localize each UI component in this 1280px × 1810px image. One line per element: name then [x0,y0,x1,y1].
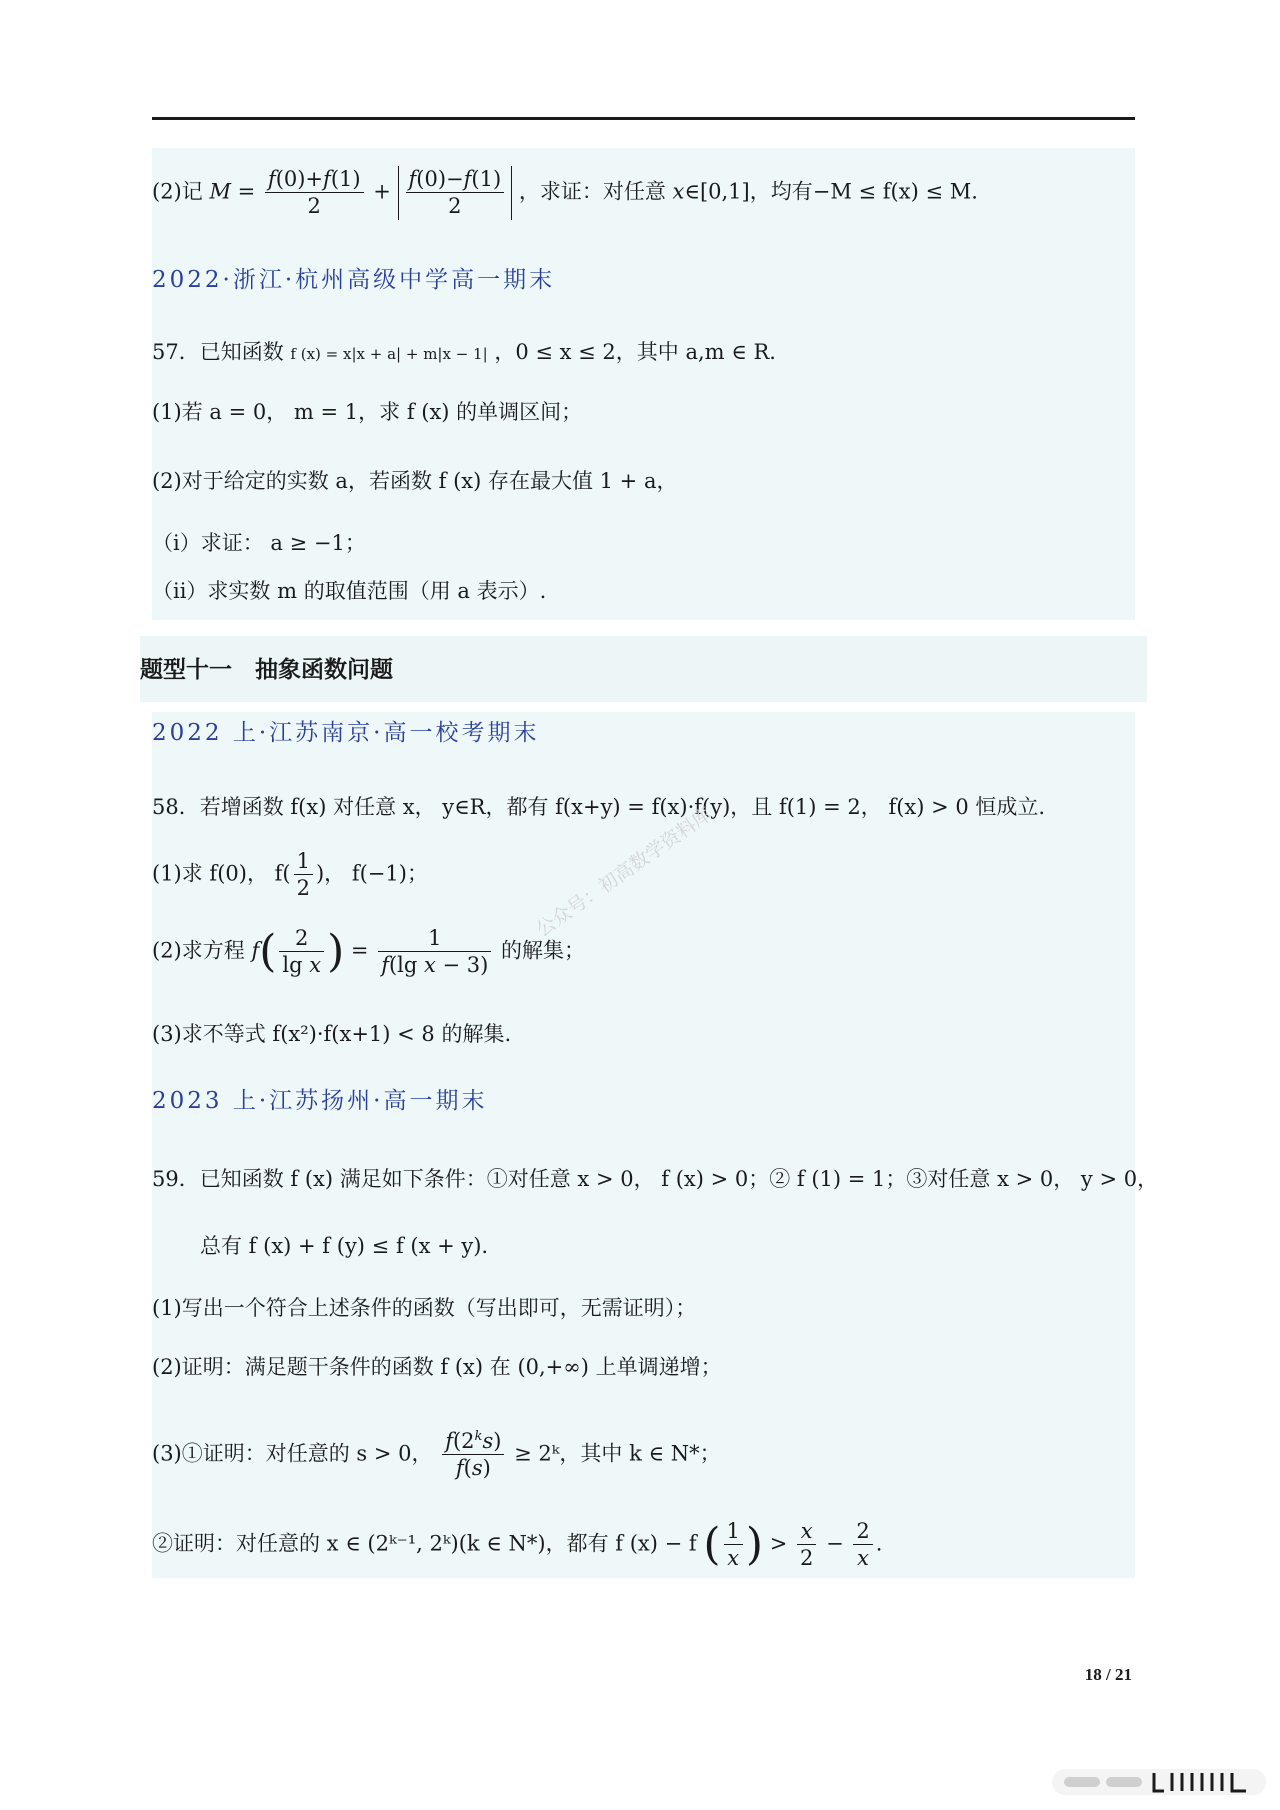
source-heading-1: 2022·浙江·杭州高级中学高一期末 [152,267,556,293]
q59-part3-a: (3)①证明：对任意的 s > 0， [152,1441,433,1466]
fraction-sum: $\frac{f(0)+f(1)}{2}$ [265,166,364,220]
q58-part2: (2)求方程 f( $\frac{2}{\text{lg x}}$ ) = $\frac{1}{\text{f(lg x − 3)}}$ 的解集； [152,925,586,978]
q59-intro: 59．已知函数 f (x) 满足如下条件：①对任意 x > 0， f (x) > 0；② f (1) = 1；③对任意 x > 0， y > 0， [152,1167,1159,1191]
q59-part3-b: ≥ 2ᵏ，其中 k ∈ N*； [514,1441,721,1466]
abs-fraction: $\frac{f(0)-f(1)}{2}$ [398,166,513,220]
q56-part2-suffix: ，求证：对任意 [518,179,666,204]
q56-part2: (2)记 M = $\frac{f(0)+f(1)}{2}$ + $\frac{f(0)-f(1)}{2}$ ，求证：对任意 x∈[0,1]，均有−M ≤ f(x) ≤ M. [152,167,978,219]
q57-part-i: （i）求证： a ≥ −1； [152,531,366,555]
source-heading-3: 2023 上·江苏扬州·高一期末 [152,1088,488,1114]
q58-intro: 58．若增函数 f(x) 对任意 x， y∈R，都有 f(x+y) = f(x)·f(y)，且 f(1) = 2， f(x) > 0 恒成立. [152,795,1046,819]
q57-part2: (2)对于给定的实数 a，若函数 f (x) 存在最大值 1 + a， [152,469,678,493]
q57-function: f (x) = x|x + a| + m|x − 1| [290,345,488,363]
platform-logo-icon [1050,1765,1270,1799]
q57-intro [152,342,776,363]
q59-intro-line2: 总有 f (x) + f (y) ≤ f (x + y). [200,1234,489,1258]
q58-part2-a: (2)求方程 [152,938,245,963]
q58-part1: (1)求 f(0)， f( $\frac{1}{2}$ )， f(−1)； [152,849,428,901]
page-number: 18 / 21 [1084,1665,1132,1684]
q58-part1-b: )， f(−1)； [315,861,428,886]
q58-part2-b: 的解集； [501,938,586,963]
q59-part4-b: . [875,1531,883,1556]
q56-end: . [971,179,978,204]
watermark: 公众号：初高数学资料库 [532,803,717,942]
q59-part3: (3)①证明：对任意的 s > 0， $\frac{f(2^ks)}{f(s)}$ ≥ 2ᵏ，其中 k ∈ N*； [152,1429,721,1481]
q59-part4: ②证明：对任意的 x ∈ (2ᵏ⁻¹, 2ᵏ)(k ∈ N*)，都有 f (x) − f ( $\frac{1}{x}$ ) > $\frac{x}{2}$ − $\frac{2}{x}$ . [152,1518,883,1571]
q58-part3: (3)求不等式 f(x²)·f(x+1) < 8 的解集. [152,1022,512,1046]
q59-part1: (1)写出一个符合上述条件的函数（写出即可，无需证明）； [152,1296,697,1320]
q59-part2: (2)证明：满足题干条件的函数 f (x) 在 (0,+∞) 上单调递增； [152,1355,722,1379]
q59-part4-a: ②证明：对任意的 x ∈ (2ᵏ⁻¹, 2ᵏ)(k ∈ N*)，都有 f (x) − f [152,1531,697,1556]
q56-part2-prefix: (2)记 [152,179,203,204]
q57-condition: ，0 ≤ x ≤ 2，其中 a,m ∈ R. [494,340,776,364]
source-heading-2: 2022 上·江苏南京·高一校考期末 [152,720,540,746]
q57-part-ii: （ii）求实数 m 的取值范围（用 a 表示）. [152,579,547,603]
q56-tail: ，均有 [749,179,813,204]
q56-interval: [0,1] [699,179,750,204]
q57-part1: (1)若 a = 0， m = 1，求 f (x) 的单调区间； [152,400,583,424]
q56-inequality: −M ≤ f(x) ≤ M [812,179,972,204]
section-title: 题型十一 抽象函数问题 [140,657,393,683]
header-rule [152,117,1135,120]
q58-part1-a: (1)求 f(0)， f( [152,861,291,886]
q57-number: 57．已知函数 [152,340,284,364]
